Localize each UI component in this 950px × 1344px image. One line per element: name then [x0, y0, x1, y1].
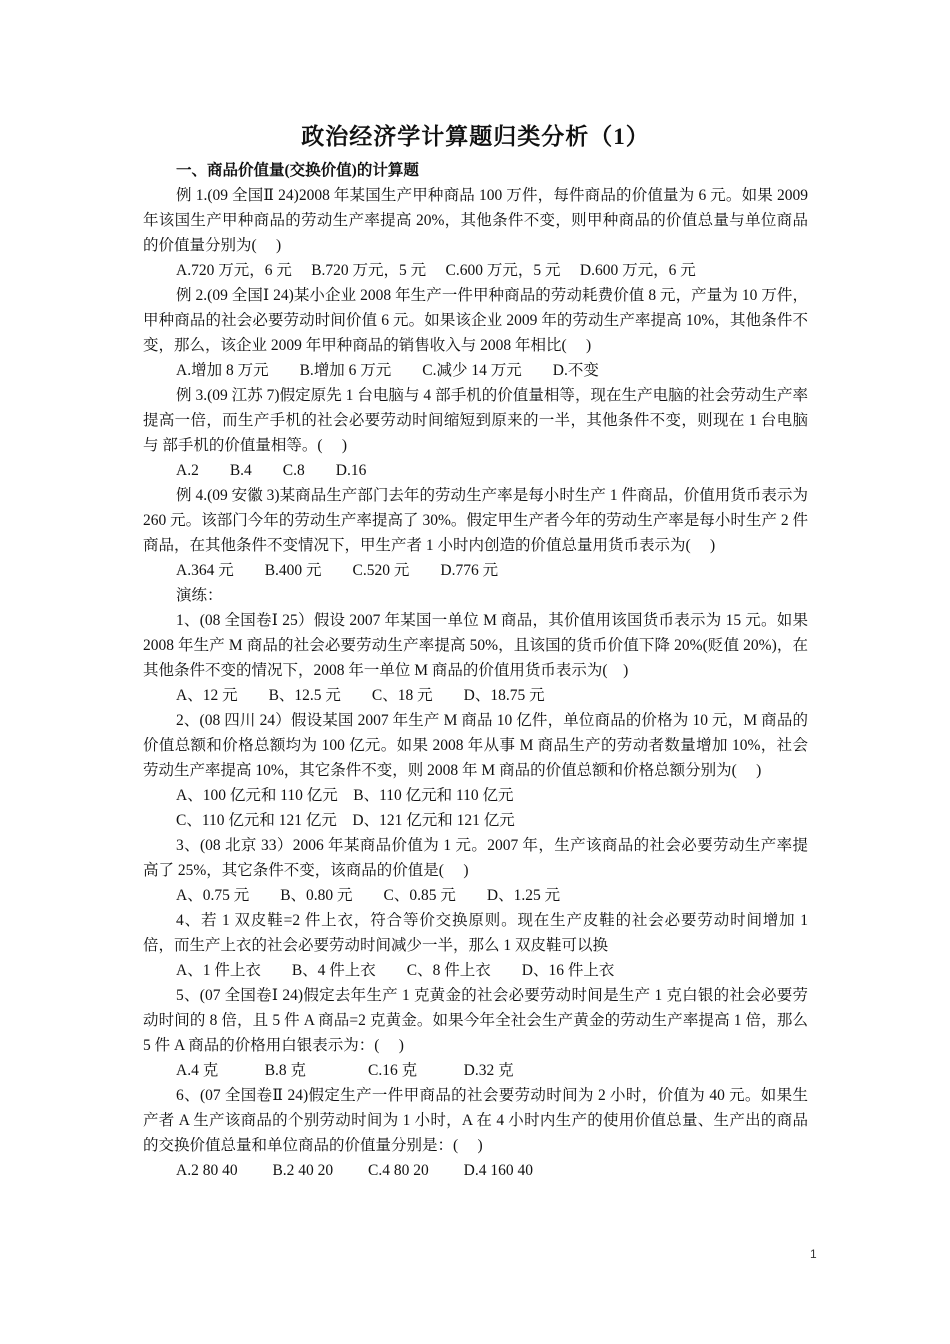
page-number: 1: [810, 1247, 817, 1261]
example-1-question: 例 1.(09 全国Ⅱ 24)2008 年某国生产甲种商品 100 万件，每件商品的价值量为 6 元。如果 2009 年该国生产甲种商品的劳动生产率提高 20%，其他条件不变，则甲种商品的价值总量与单位商品的价值量分别为( ): [143, 187, 808, 254]
practice-3-options: A、0.75 元 B、0.80 元 C、0.85 元 D、1.25 元: [176, 887, 561, 904]
page-title: 政治经济学计算题归类分析（1）: [301, 124, 650, 149]
example-1-options: A.720 万元，6 元 B.720 万元，5 元 C.600 万元，5 元 D.600 万元，6 元: [176, 262, 696, 279]
example-3-question: 例 3.(09 江苏 7)假定原先 1 台电脑与 4 部手机的价值量相等，现在生产电脑的社会劳动生产率提高一倍，而生产手机的社会必要劳动时间缩短到原来的一半，其他条件不变，则现在 1 台电脑与 部手机的价值量相等。( ): [143, 387, 808, 454]
practice-6-options: A.2 80 40 B.2 40 20 C.4 80 20 D.4 160 40: [176, 1162, 533, 1179]
practice-5-question: 5、(07 全国卷Ⅰ 24)假定去年生产 1 克黄金的社会必要劳动时间是生产 1 克白银的社会必要劳动时间的 8 倍，且 5 件 A 商品=2 克黄金。如果今年全社会生产黄金的劳动生产率提高 1 倍，那么 5 件 A 商品的价格用白银表示为：( ): [143, 987, 808, 1054]
example-3-options: A.2 B.4 C.8 D.16: [176, 462, 367, 479]
practice-1-question: 1、(08 全国卷Ⅰ 25）假设 2007 年某国一单位 M 商品，其价值用该国货币表示为 15 元。如果 2008 年生产 M 商品的社会必要劳动生产率提高 50%，且该国的货币价值下降 20%(贬值 20%)，在其他条件不变的情况下，2008 年一单位 M 商品的价值用货币表示为( ): [143, 612, 808, 679]
practice-4-options: A、1 件上衣 B、4 件上衣 C、8 件上衣 D、16 件上衣: [176, 962, 615, 979]
example-2-question: 例 2.(09 全国Ⅰ 24)某小企业 2008 年生产一件甲种商品的劳动耗费价值 8 元，产量为 10 万件，甲种商品的社会必要劳动时间价值 6 元。如果该企业 2009 年的劳动生产率提高 10%，其他条件不变，那么，该企业 2009 年甲种商品的销售收入与 2008 年相比( ): [143, 287, 808, 354]
practice-4-question: 4、若 1 双皮鞋=2 件上衣，符合等价交换原则。现在生产皮鞋的社会必要劳动时间增加 1 倍，而生产上衣的社会必要劳动时间减少一半，那么 1 双皮鞋可以换: [143, 912, 808, 954]
practice-5-options: A.4 克 B.8 克 C.16 克 D.32 克: [176, 1062, 514, 1079]
example-4-options: A.364 元 B.400 元 C.520 元 D.776 元: [176, 562, 499, 579]
practice-2-options-ab: A、100 亿元和 110 亿元 B、110 亿元和 110 亿元: [176, 787, 514, 804]
practice-3-question: 3、(08 北京 33）2006 年某商品价值为 1 元。2007 年，生产该商品的社会必要劳动生产率提高了 25%，其它条件不变，该商品的价值是( ): [143, 837, 808, 879]
section-heading: 一、商品价值量(交换价值)的计算题: [176, 162, 419, 179]
practice-6-question: 6、(07 全国卷Ⅱ 24)假定生产一件甲商品的社会要劳动时间为 2 小时，价值为 40 元。如果生产者 A 生产该商品的个别劳动时间为 1 小时，A 在 4 小时内生产的使用价值总量、生产出的商品的交换价值总量和单位商品的价值量分别是：( ): [143, 1087, 808, 1154]
practice-label: 演练：: [176, 587, 223, 604]
practice-1-options: A、12 元 B、12.5 元 C、18 元 D、18.75 元: [176, 687, 545, 704]
practice-2-question: 2、(08 四川 24）假设某国 2007 年生产 M 商品 10 亿件，单位商品的价格为 10 元，M 商品的价值总额和价格总额均为 100 亿元。如果 2008 年从事 M 商品生产的劳动者数量增加 10%，社会劳动生产率提高 10%，其它条件不变，则 2008 年 M 商品的价值总额和价格总额分别为( ): [143, 712, 808, 779]
example-2-options: A.增加 8 万元 B.增加 6 万元 C.减少 14 万元 D.不变: [176, 362, 599, 379]
practice-2-options-cd: C、110 亿元和 121 亿元 D、121 亿元和 121 亿元: [176, 812, 515, 829]
document-body: [143, 120, 808, 1183]
example-4-question: 例 4.(09 安徽 3)某商品生产部门去年的劳动生产率是每小时生产 1 件商品，价值用货币表示为 260 元。该部门今年的劳动生产率提高了 30%。假定甲生产者今年的劳动生产率是每小时生产 2 件商品，在其他条件不变情况下，甲生产者 1 小时内创造的价值总量用货币表示为( ): [143, 487, 808, 554]
